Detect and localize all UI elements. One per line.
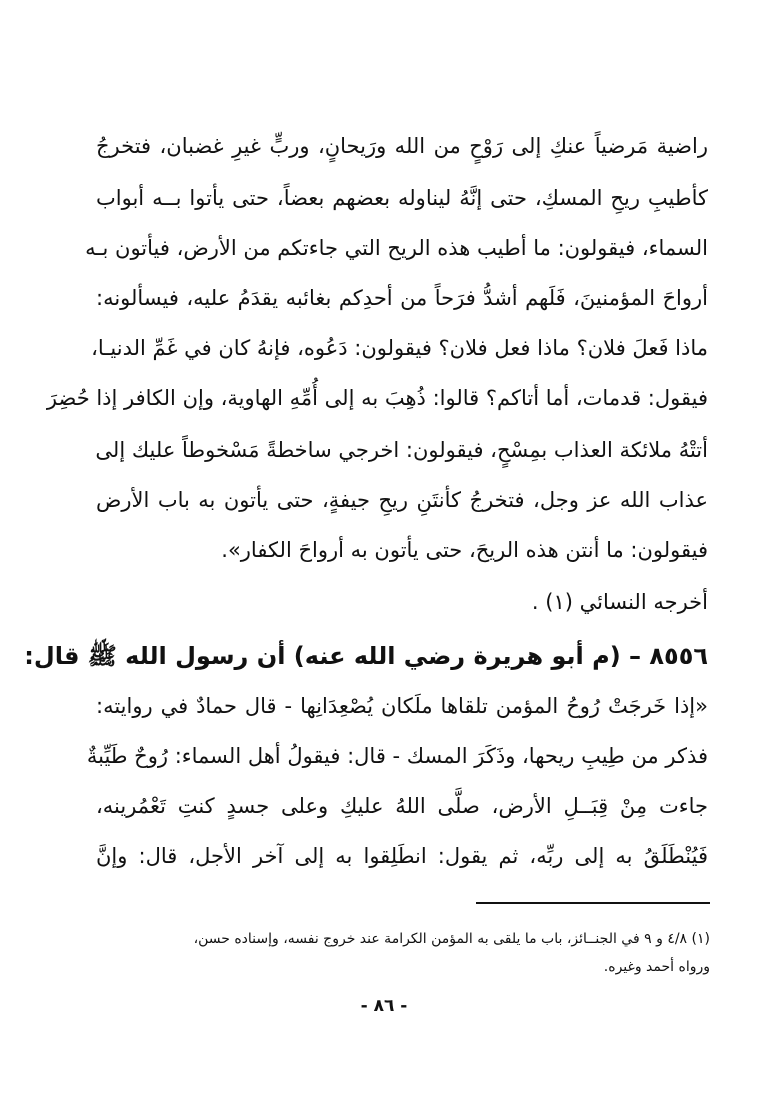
hadith-heading: ٨٥٥٦ – (م أبو هريرة رضي الله عنه) أن رسول الله ﷺ قال:: [24, 642, 708, 670]
footnote-divider: [476, 902, 710, 904]
text-line: السماء، فيقولون: ما أطيب هذه الريح التي جاءتكم من الأرض، فيأتون بـه: [85, 236, 708, 260]
text-line: «إذا خَرجَتْ رُوحُ المؤمن تلقاها ملَكان يُصْعِدَانِها - قال حمادٌ في روايته:: [96, 694, 708, 718]
source-citation: أخرجه النسائي (١) .: [531, 590, 708, 614]
text-line: عذاب الله عز وجل، فتخرجُ كأنتَنِ ريحِ جيفةٍ، حتى يأتون به باب الأرض: [96, 488, 708, 512]
page-number: - ٨٦ -: [360, 996, 408, 1016]
text-line: فذكر من طِيبِ ريحها، وذَكَرَ المسك - قال: فيقولُ أهل السماء: رُوحٌ طَيِّبةٌ: [86, 744, 708, 768]
footnote-line: ورواه أحمد وغيره.: [603, 959, 710, 975]
text-line: جاءت مِنْ قِبَــلِ الأرض، صلَّى اللهُ عليكِ وعلى جسدٍ كنتِ تَعْمُرينه،: [96, 794, 708, 818]
text-line: أرواحَ المؤمنينَ، فَلَهم أشدُّ فرَحاً من أحدِكم بغائبه يقدَمُ عليه، فيسألونه:: [96, 286, 708, 310]
text-line: كأطيبِ ريحِ المسكِ، حتى إنَّهُ ليناوله بعضهم بعضاً، حتى يأتوا بــه أبواب: [96, 186, 708, 210]
text-line: ماذا فَعلَ فلان؟ ماذا فعل فلان؟ فيقولون: دَعُوه، فإنهُ كان في غَمِّ الدنيـا،: [91, 336, 708, 360]
text-line: فَيُنْطَلَقُ به إلى ربِّه، ثم يقول: انطَلِقوا به إلى آخر الأجل، قال: وإنَّ: [96, 844, 708, 868]
text-line: فيقولون: ما أنتن هذه الريحَ، حتى يأتون به أرواحَ الكفار».: [221, 538, 708, 562]
footnote-line: (١) ٤/٨ و ٩ في الجنــائز، باب ما يلقى به المؤمن الكرامة عند خروج نفسه، وإسناده حسن،: [193, 931, 710, 947]
text-line: أتتْهُ ملائكة العذاب بمِسْحٍ، فيقولون: اخرجي ساخطةً مَسْخوطاً عليك إلى: [95, 438, 708, 462]
text-line: راضية مَرضياً عنكِ إلى رَوْحٍ من الله ورَيحانٍ، وربٍّ غيرِ غضبان، فتخرجُ: [96, 134, 708, 158]
text-line: فيقول: قدمات، أما أتاكم؟ قالوا: ذُهِبَ به إلى أُمِّهِ الهاوية، وإن الكافر إذا حُضِرَ: [46, 386, 708, 410]
